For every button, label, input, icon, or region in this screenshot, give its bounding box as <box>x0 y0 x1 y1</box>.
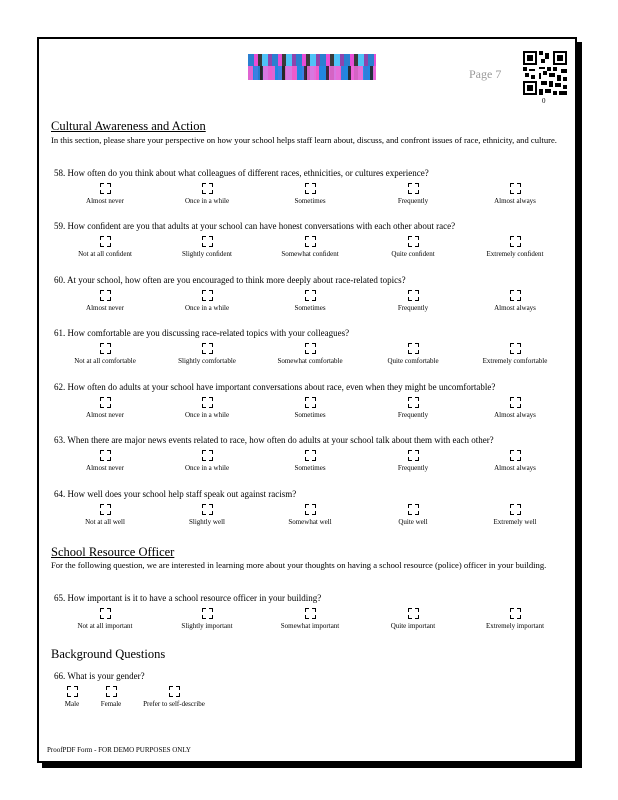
answer-option-label: Slightly conﬁdent <box>182 250 232 258</box>
answer-option-label: Sometimes <box>294 197 326 205</box>
checkbox-icon[interactable] <box>202 504 213 515</box>
answer-option[interactable] <box>114 686 234 708</box>
checkbox-icon[interactable] <box>305 236 316 247</box>
answer-option[interactable] <box>455 343 575 365</box>
answer-option-label: Quite comfortable <box>387 357 439 365</box>
answer-option-label: Frequently <box>397 197 429 205</box>
checkbox-icon[interactable] <box>100 290 111 301</box>
answer-option-label: Not at all well <box>85 518 125 526</box>
answer-option-label: Slightly important <box>181 622 233 630</box>
checkbox-icon[interactable] <box>202 450 213 461</box>
answer-option[interactable] <box>455 236 575 258</box>
answer-option-label: Not at all conﬁdent <box>78 250 132 258</box>
survey-page <box>37 37 577 763</box>
checkbox-icon[interactable] <box>202 290 213 301</box>
checkbox-icon[interactable] <box>408 183 419 194</box>
answer-option[interactable] <box>250 608 370 630</box>
section-intro-cultural: In this section, please share your perspective on how your school helps staff learn about, discuss, and confront issues of race, ethnicity, and culture. <box>51 135 557 145</box>
answer-option-label: Slightly well <box>189 518 225 526</box>
section-title-cultural: Cultural Awareness and Action <box>51 119 206 133</box>
qr-caption: 0 <box>542 97 546 105</box>
checkbox-icon[interactable] <box>408 397 419 408</box>
checkbox-icon[interactable] <box>305 183 316 194</box>
checkbox-icon[interactable] <box>510 397 521 408</box>
checkbox-icon[interactable] <box>510 236 521 247</box>
question-text: 58. How often do you think about what colleagues of different races, ethnicities, or cultures experience? <box>54 168 429 178</box>
checkbox-icon[interactable] <box>100 343 111 354</box>
checkbox-icon[interactable] <box>100 236 111 247</box>
checkbox-icon[interactable] <box>408 236 419 247</box>
answer-option-label: Once in a while <box>184 464 230 472</box>
answer-option[interactable] <box>250 183 370 205</box>
answer-option-label: Prefer to self-describe <box>143 700 205 708</box>
answer-option-label: Quite conﬁdent <box>391 250 435 258</box>
checkbox-icon[interactable] <box>202 343 213 354</box>
answer-option[interactable] <box>147 608 267 630</box>
checkbox-icon[interactable] <box>408 608 419 619</box>
answer-option-label: Extremely conﬁdent <box>486 250 544 258</box>
answer-option[interactable] <box>455 290 575 312</box>
answer-option[interactable] <box>455 397 575 419</box>
answer-option-label: Not at all comfortable <box>74 357 136 365</box>
answer-option[interactable] <box>250 290 370 312</box>
answer-option[interactable] <box>147 236 267 258</box>
answer-option-label: Extremely comfortable <box>482 357 548 365</box>
answer-option-label: Almost always <box>494 304 536 312</box>
question-text: 63. When there are major news events related to race, how often do adults at your school talk about them with each other? <box>54 435 494 445</box>
answer-option-label: Male <box>64 700 80 708</box>
checkbox-icon[interactable] <box>305 343 316 354</box>
answer-option-label: Somewhat well <box>288 518 332 526</box>
checkbox-icon[interactable] <box>408 504 419 515</box>
checkbox-icon[interactable] <box>510 290 521 301</box>
question-text: 60. At your school, how often are you encouraged to think more deeply about race-related topics? <box>54 275 406 285</box>
checkbox-icon[interactable] <box>305 290 316 301</box>
checkbox-icon[interactable] <box>202 236 213 247</box>
checkbox-icon[interactable] <box>100 397 111 408</box>
answer-option-label: Frequently <box>397 304 429 312</box>
page-number: Page 7 <box>469 67 502 81</box>
answer-option-label: Almost never <box>86 304 124 312</box>
checkbox-icon[interactable] <box>510 504 521 515</box>
checkbox-icon[interactable] <box>510 183 521 194</box>
answer-option-label: Once in a while <box>184 197 230 205</box>
answer-option-label: Almost never <box>86 411 124 419</box>
checkbox-icon[interactable] <box>305 397 316 408</box>
answer-option-label: Female <box>100 700 122 708</box>
answer-option-label: Almost never <box>86 464 124 472</box>
logo <box>248 54 376 80</box>
checkbox-icon[interactable] <box>202 397 213 408</box>
answer-option-label: Sometimes <box>294 304 326 312</box>
question-text: 59. How conﬁdent are you that adults at your school can have honest conversations with each other about race? <box>54 221 456 231</box>
answer-option[interactable] <box>147 290 267 312</box>
checkbox-icon[interactable] <box>305 450 316 461</box>
checkbox-icon[interactable] <box>100 504 111 515</box>
answer-option-label: Almost always <box>494 411 536 419</box>
answer-option-label: Somewhat comfortable <box>277 357 343 365</box>
question-text: 65. How important is it to have a school resource officer in your building? <box>54 593 322 603</box>
answer-option[interactable] <box>455 504 575 526</box>
checkbox-icon[interactable] <box>305 504 316 515</box>
answer-option[interactable] <box>147 504 267 526</box>
answer-option[interactable] <box>147 343 267 365</box>
answer-option[interactable] <box>147 397 267 419</box>
checkbox-icon[interactable] <box>305 608 316 619</box>
section-title-background: Background Questions <box>51 647 166 661</box>
section-title-sro: School Resource Officer <box>51 545 175 559</box>
answer-option-label: Slightly comfortable <box>178 357 236 365</box>
checkbox-icon[interactable] <box>408 290 419 301</box>
answer-option-label: Frequently <box>397 411 429 419</box>
answer-option[interactable] <box>455 183 575 205</box>
checkbox-icon[interactable] <box>408 450 419 461</box>
answer-option[interactable] <box>250 397 370 419</box>
answer-option-label: Somewhat conﬁdent <box>281 250 339 258</box>
answer-option-label: Almost always <box>494 197 536 205</box>
footer-text: ProofPDF Form - FOR DEMO PURPOSES ONLY <box>47 746 191 754</box>
answer-option-label: Frequently <box>397 464 429 472</box>
answer-option[interactable] <box>455 608 575 630</box>
answer-option-label: Sometimes <box>294 411 326 419</box>
checkbox-icon[interactable] <box>100 183 111 194</box>
checkbox-icon[interactable] <box>510 450 521 461</box>
checkbox-icon[interactable] <box>510 608 521 619</box>
qr-code <box>523 51 567 95</box>
answer-option-label: Sometimes <box>294 464 326 472</box>
answer-option-label: Quite important <box>390 622 436 630</box>
answer-option-label: Extremely important <box>485 622 545 630</box>
checkbox-icon[interactable] <box>202 183 213 194</box>
checkbox-icon[interactable] <box>100 450 111 461</box>
checkbox-icon[interactable] <box>100 608 111 619</box>
answer-option[interactable] <box>250 343 370 365</box>
answer-option[interactable] <box>147 450 267 472</box>
answer-option-label: Not at all important <box>77 622 133 630</box>
question-text: 61. How comfortable are you discussing race-related topics with your colleagues? <box>54 328 350 338</box>
answer-option-label: Once in a while <box>184 411 230 419</box>
section-intro-sro: For the following question, we are interested in learning more about your thoughts on having a school resource (police) officer in your building. <box>51 560 547 570</box>
answer-option[interactable] <box>250 236 370 258</box>
checkbox-icon[interactable] <box>169 686 180 697</box>
answer-option-label: Almost always <box>494 464 536 472</box>
answer-option[interactable] <box>147 183 267 205</box>
answer-option-label: Quite well <box>398 518 428 526</box>
answer-option-label: Extremely well <box>493 518 537 526</box>
checkbox-icon[interactable] <box>408 343 419 354</box>
answer-option-label: Almost never <box>86 197 124 205</box>
answer-option[interactable] <box>455 450 575 472</box>
answer-option-label: Once in a while <box>184 304 230 312</box>
question-text: 62. How often do adults at your school have important conversations about race, even when they might be uncomfortable? <box>54 382 496 392</box>
checkbox-icon[interactable] <box>202 608 213 619</box>
answer-option[interactable] <box>250 450 370 472</box>
answer-option[interactable] <box>250 504 370 526</box>
question-text: 64. How well does your school help staff speak out against racism? <box>54 489 297 499</box>
question-text: 66. What is your gender? <box>54 671 145 681</box>
checkbox-icon[interactable] <box>510 343 521 354</box>
answer-option-label: Somewhat important <box>280 622 340 630</box>
